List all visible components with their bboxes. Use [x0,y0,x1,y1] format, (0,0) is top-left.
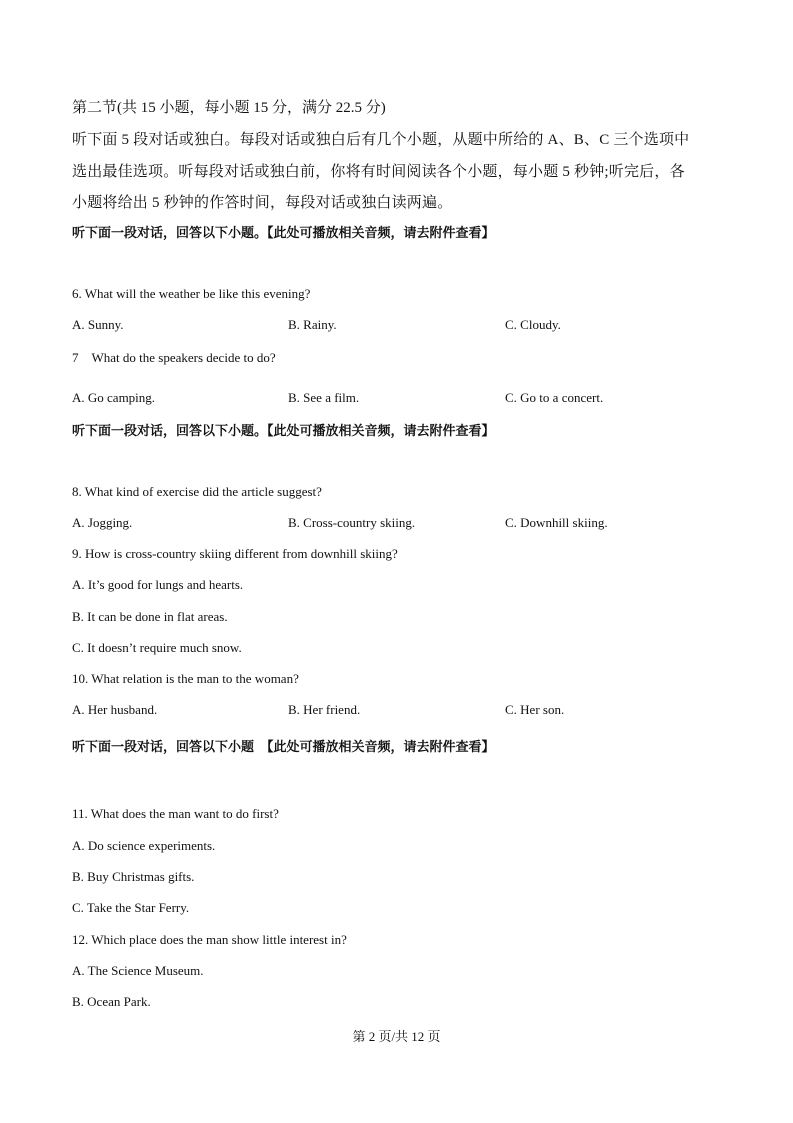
q7-option-c: C. Go to a concert. [505,390,604,405]
q6-option-a: A. Sunny. [72,317,124,332]
q7-option-a: A. Go camping. [72,390,156,405]
question-10: 10. What relation is the man to the woman? [72,671,299,686]
listening-instruction: 听下面一段对话，回答以下小题。【此处可播放相关音频，请去附件查看】 [72,225,495,240]
question-11: 11. What does the man want to do first? [72,806,279,821]
q8-option-b: B. Cross-country skiing. [288,515,416,530]
q6-option-c: C. Cloudy. [505,317,561,332]
q6-option-b: B. Rainy. [288,317,337,332]
q9-option-b: B. It can be done in flat areas. [72,609,228,624]
q7-option-b: B. See a film. [288,390,360,405]
question-7: 7 What do the speakers decide to do? [72,350,276,365]
section-title: 第二节(共 15 小题，每小题 15 分，满分 22.5 分) [72,100,386,116]
q10-option-b: B. Her friend. [288,702,361,717]
question-8: 8. What kind of exercise did the article suggest? [72,484,322,499]
question-9: 9. How is cross-country skiing different from downhill skiing? [72,546,398,561]
q9-option-c: C. It doesn’t require much snow. [72,640,242,655]
q11-option-a: A. Do science experiments. [72,838,216,853]
listening-instruction: 听下面一段对话，回答以下小题 【此处可播放相关音频，请去附件查看】 [72,739,495,754]
intro-line-2: 选出最佳选项。听每段对话或独白前，你将有时间阅读各个小题，每小题 5 秒钟;听完后，各 [72,164,685,180]
page-footer: 第 2 页/共 12 页 [352,1029,441,1044]
q8-option-a: A. Jogging. [72,515,133,530]
question-6: 6. What will the weather be like this evening? [72,286,311,301]
q10-option-c: C. Her son. [505,702,565,717]
q12-option-a: A. The Science Museum. [72,963,204,978]
q12-option-b: B. Ocean Park. [72,994,151,1009]
q11-option-b: B. Buy Christmas gifts. [72,869,195,884]
listening-instruction: 听下面一段对话，回答以下小题。【此处可播放相关音频，请去附件查看】 [72,423,495,438]
intro-line-1: 听下面 5 段对话或独白。每段对话或独白后有几个小题，从题中所给的 A、B、C 三个选项中 [72,132,690,148]
question-12: 12. Which place does the man show little interest in? [72,932,347,947]
q8-option-c: C. Downhill skiing. [505,515,608,530]
intro-line-3: 小题将给出 5 秒钟的作答时间，每段对话或独白读两遍。 [72,195,453,211]
q9-option-a: A. It’s good for lungs and hearts. [72,577,244,592]
q11-option-c: C. Take the Star Ferry. [72,900,190,915]
q10-option-a: A. Her husband. [72,702,158,717]
